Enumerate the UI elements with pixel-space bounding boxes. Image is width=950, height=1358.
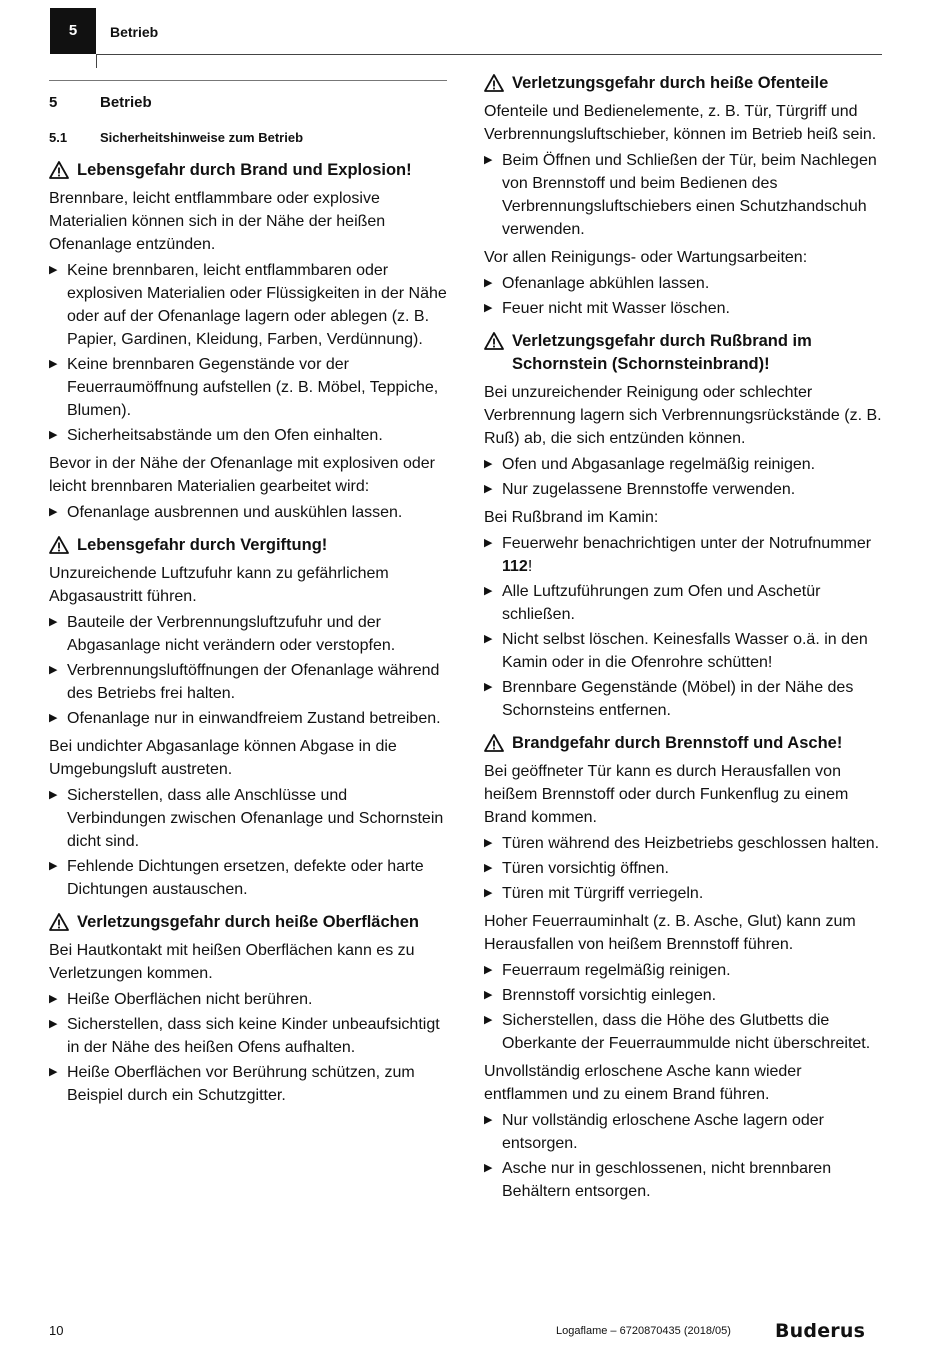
chapter-tab: 5 [50, 8, 96, 54]
instruction-list [484, 453, 882, 501]
warning-triangle-icon [484, 331, 504, 351]
warning-text: Bei Hautkontakt mit heißen Oberflächen kann es zu Verletzungen kommen. [49, 942, 415, 982]
warning-heading-chimney-fire [484, 330, 882, 376]
emergency-number: 112 [502, 558, 528, 575]
list-item: ▶ Heiße Oberflächen nicht berühren. [49, 988, 447, 1011]
warning-text: Ofenteile und Bedienelemente, z. B. Tür, Türgriff und Verbrennungsluftschieber, können im Betrieb heiß sein. [484, 103, 877, 143]
instruction-list [484, 532, 882, 722]
warning-heading-hot-parts [484, 72, 882, 95]
list-item: ▶ Fehlende Dichtungen ersetzen, defekte oder harte Dichtungen austauschen. [49, 855, 447, 901]
list-item: ▶ Sicherstellen, dass die Höhe des Glutbetts die Oberkante der Feuerraummulde nicht überschreitet. [484, 1009, 882, 1055]
instruction-list [484, 959, 882, 1055]
buderus-logo: Buderus [775, 1320, 866, 1342]
subsection-title: Sicherheitshinweise zum Betrieb [100, 130, 304, 145]
section-title: Betrieb [100, 94, 152, 111]
list-item: ▶ Türen mit Türgriff verriegeln. [484, 882, 882, 905]
warning-heading-fuel-ash [484, 732, 882, 755]
instruction-list [49, 988, 447, 1107]
instruction-list [49, 611, 447, 730]
warning-text: Vor allen Reinigungs- oder Wartungsarbeiten: [484, 249, 808, 266]
document-reference: Logaflame – 6720870435 (2018/05) [556, 1325, 731, 1337]
list-item: ▶ Verbrennungsluftöffnungen der Ofenanlage während des Betriebs frei halten. [49, 659, 447, 705]
list-item: ▶ Brennbare Gegenstände (Möbel) in der Nähe des Schornsteins entfernen. [484, 676, 882, 722]
warning-triangle-icon [49, 160, 69, 180]
warning-text: Unzureichende Luftzufuhr kann zu gefährlichem Abgasaustritt führen. [49, 565, 389, 605]
warning-title: Brandgefahr durch Brennstoff und Asche! [512, 734, 843, 752]
list-item: ▶ Ofen und Abgasanlage regelmäßig reinigen. [484, 453, 882, 476]
warning-heading-poisoning [49, 534, 447, 557]
warning-text: Hoher Feuerrauminhalt (z. B. Asche, Glut) kann zum Herausfallen von heißem Brennstoff führen. [484, 913, 856, 953]
warning-title: Verletzungsgefahr durch heiße Ofenteile [512, 74, 829, 92]
warning-triangle-icon [49, 912, 69, 932]
warning-text: Unvollständig erloschene Asche kann wieder entflammen und zu einem Brand führen. [484, 1063, 802, 1103]
right-column [484, 72, 882, 1205]
list-item: ▶ Ofenanlage nur in einwandfreiem Zustand betreiben. [49, 707, 447, 730]
list-item: ▶ Türen vorsichtig öffnen. [484, 857, 882, 880]
warning-title: Verletzungsgefahr durch Rußbrand im Schornstein (Schornsteinbrand)! [512, 332, 812, 373]
subsection-number: 5.1 [49, 130, 68, 145]
warning-heading-hot-surfaces [49, 911, 447, 934]
header-vrule [96, 54, 97, 68]
warning-text: Bei unzureichender Reinigung oder schlechter Verbrennung lagern sich Verbrennungsrückstände (z. B. Ruß) ab, die sich entzünden können. [484, 384, 882, 447]
list-item: ▶ Sicherheitsabstände um den Ofen einhalten. [49, 424, 447, 447]
warning-text: Bevor in der Nähe der Ofenanlage mit explosiven oder leicht brennbaren Materialien gearbeitet wird: [49, 455, 435, 495]
instruction-list [484, 832, 882, 905]
warning-title: Verletzungsgefahr durch heiße Oberflächen [77, 913, 419, 931]
chapter-title: Betrieb [110, 24, 159, 40]
list-item: ▶ Feuer nicht mit Wasser löschen. [484, 297, 882, 320]
list-item: ▶ Sicherstellen, dass alle Anschlüsse und Verbindungen zwischen Ofenanlage und Schornstein dicht sind. [49, 784, 447, 853]
list-item: ▶ Ofenanlage ausbrennen und auskühlen lassen. [49, 501, 447, 524]
list-item: ▶ Bauteile der Verbrennungsluftzufuhr und der Abgasanlage nicht verändern oder verstopfen. [49, 611, 447, 657]
list-item: ▶ Nicht selbst löschen. Keinesfalls Wasser o.ä. in den Kamin oder in die Ofenrohre schütten! [484, 628, 882, 674]
warning-text: Bei Rußbrand im Kamin: [484, 509, 659, 526]
warning-triangle-icon [484, 73, 504, 93]
list-item: ▶ Sicherstellen, dass sich keine Kinder unbeaufsichtigt in der Nähe des heißen Ofens aufhalten. [49, 1013, 447, 1059]
list-item: ▶ Nur vollständig erloschene Asche lagern oder entsorgen. [484, 1109, 882, 1155]
list-item: ▶ Asche nur in geschlossenen, nicht brennbaren Behältern entsorgen. [484, 1157, 882, 1203]
list-item: ▶ Ofenanlage abkühlen lassen. [484, 272, 882, 295]
list-item: ▶ Beim Öffnen und Schließen der Tür, beim Nachlegen von Brennstoff und beim Bedienen des Verbrennungsluftschiebers einen Schutzhandschuh verwenden. [484, 149, 882, 241]
instruction-list [49, 784, 447, 901]
subsection-heading [49, 126, 447, 149]
section-heading [49, 91, 447, 114]
instruction-list [49, 259, 447, 447]
list-item: ▶ Nur zugelassene Brennstoffe verwenden. [484, 478, 882, 501]
instruction-list [484, 1109, 882, 1203]
warning-text: Bei geöffneter Tür kann es durch Herausfallen von heißem Brennstoff oder durch Funkenflug zu einem Brand kommen. [484, 763, 849, 826]
instruction-list [49, 501, 447, 524]
list-item: ▶ Brennstoff vorsichtig einlegen. [484, 984, 882, 1007]
warning-triangle-icon [484, 733, 504, 753]
header-rule [96, 54, 882, 55]
instruction-list [484, 272, 882, 320]
call-text-suffix: ! [527, 558, 533, 575]
list-item: ▶ Alle Luftzuführungen zum Ofen und Aschetür schließen. [484, 580, 882, 626]
warning-text: Brennbare, leicht entflammbare oder explosive Materialien können sich in der Nähe der heißen Ofenanlage entzünden. [49, 190, 386, 253]
warning-triangle-icon [49, 535, 69, 555]
call-text: Feuerwehr benachrichtigen unter der Notrufnummer [502, 535, 872, 552]
warning-text: Bei undichter Abgasanlage können Abgase in die Umgebungsluft austreten. [49, 738, 397, 778]
list-item: ▶ Keine brennbaren, leicht entflammbaren oder explosiven Materialien oder Flüssigkeiten in der Nähe oder auf der Ofenanlage lagern oder ablegen (z. B. Papier, Gardinen, Kleidung, Farben, Verdünnung). [49, 259, 447, 351]
list-item: ▶ Türen während des Heizbetriebs geschlossen halten. [484, 832, 882, 855]
instruction-list [484, 149, 882, 241]
list-item: ▶ Keine brennbaren Gegenstände vor der Feuerraumöffnung aufstellen (z. B. Möbel, Teppiche, Blumen). [49, 353, 447, 422]
page-number: 10 [49, 1323, 64, 1338]
section-number: 5 [49, 94, 58, 111]
warning-title: Lebensgefahr durch Vergiftung! [77, 536, 328, 554]
warning-title: Lebensgefahr durch Brand und Explosion! [77, 161, 412, 179]
list-item: ▶ Heiße Oberflächen vor Berührung schützen, zum Beispiel durch ein Schutzgitter. [49, 1061, 447, 1107]
warning-heading-fire [49, 159, 447, 182]
list-item: ▶ Feuerraum regelmäßig reinigen. [484, 959, 882, 982]
left-column [49, 80, 447, 1109]
list-item-emergency-call [484, 532, 882, 578]
